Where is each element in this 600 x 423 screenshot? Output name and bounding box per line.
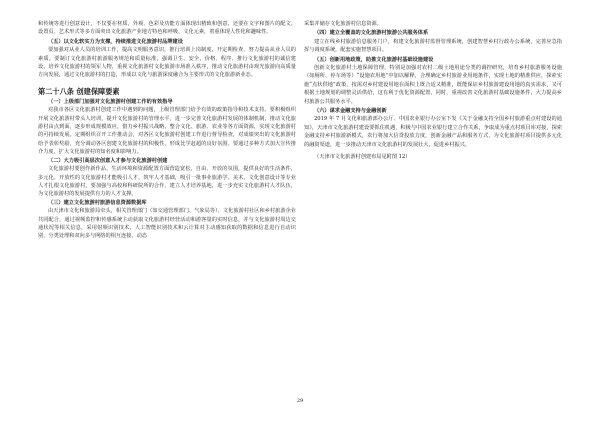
section-heading: （四）建立全覆盖的文化旅游村旅游公共服务体系 — [314, 30, 429, 37]
article-heading: 第二十八条 创建保障要素 — [38, 86, 120, 96]
paragraph: 要加强对从业人员的培训工作，提高文明服务意识，推行培训上岗制度，开定期检查，努力提高从业人员的素质。要制订文化旅游村旅游服务规范和质量标准，强调卫生、安全、价格、程序、推行文化旅游村的诚信建设、培养文化旅游村的领军人物，重视文化旅游村文化旅游市场准入秩序，推动文化旅游村由观光旅游向高质量方向发展，通过文化旅游村的打造，形成以文化与旅游深度融合为主要形式的文化旅游新业态。 — [38, 47, 296, 79]
paragraph: 采集并储存文化旅游村信息资源。 — [304, 21, 382, 27]
paragraph: 文化旅游村要创作新作品、生活环境和资源配置方面营造宽松、自由、开放的氛围，提供良好的生活条件，多元化、开放性的文化旅游村才能吸引人才，筑牢人才基础，吸引一批事业旅游学、美术、文化创意设计等专业人才扎根文化旅游村，要加强与高校和科研院所的合作，建立人才培养基地，进一步充实文化旅游村人才队伍，为文化旅游村的发展提供有力的人才支撑。 — [38, 166, 296, 198]
figure-reference-note: （天津市文化旅游村创建布局见附图 12） — [314, 154, 411, 161]
paragraph: 建立在线乡村旅游信息服务门户，构建文化旅游村监督管理系统，创建智慧乡村行政办公系统，完善应急指挥与调度系统，配套实施智慧项目。 — [304, 38, 562, 54]
right-column — [304, 20, 562, 162]
paragraph: 2019 年 7 月文化和旅游部办公厅、中国农业银行办公室下发《关于金融支持全国乡村旅游重点村建设的通知》，天津市文化旅游村建设要抓住机遇，积极与中国农业银行建立合作关系，争取成为重点村项目库对接，探索金融支持乡村旅游新模式，农行将加大信贷投放力度，创新金融产品和服务方式，为文化旅游村项目提供多元化的融资渠道，进一步推动天津市文化旅游村的发展壮大，促进乡村振兴。 — [304, 116, 562, 148]
paragraph: 由天津市文化和旅游局牵头，相关管理部门（如交通管理部门、气象局等）、文化旅游村社区和乡村旅游企业共同配合，通过视频监控和传感系统主动获取文化旅游村经营活动和游客量的实时信息，并与文化旅游村周边交通状况等相关信息，采用射频识别技术、人工智能识别技术和云计算对主动感知获取的数据和信息进行自动识别、分类处理和双向多与网络的相互连接，动态 — [38, 208, 296, 240]
left-column — [38, 20, 296, 241]
subsection-heading: （二）大力吸引高层次创意人才参与文化旅游村创建 — [48, 157, 168, 164]
subsection-heading: （三）建立文化旅游村旅游信息资源数据库 — [48, 199, 147, 206]
section-heading: （六）谋求金融支持与金融创新 — [314, 108, 387, 115]
section-heading: （五）以文化软实力为支撑，持续推进文化旅游村品牌建设 — [48, 38, 183, 45]
paragraph: 创新文化旅游村土地保障管理，特别是加强对农村二级土地用途分类的调控研究，培育乡村旅游服务设施（如厕所、停车场等）“设施农用地”中加以解释，合理确定乡村旅游业用地条件，实现土地的精准供应，探索实施“点状供地”政策，按需对乡村建设用地在面积上既合适又精准，既能保证乡村旅游建设用地的真实需求，又可根据土地规划的调整灵活供给，这有利于优化资源配置，同时，重视改善文化旅游村基础设施条件，大力提高乡村旅游公共服务水平。 — [304, 65, 562, 105]
page-number: 29 — [296, 398, 304, 404]
paragraph: 和传统等进行创意设计，不仅要在材质、外观、色彩及功能方面体现出精致和创意，还要在文字和图片的配文、设置页、艺术形式等多方面突出文化旅游产业地方特色和呼吸，文化元素，着重体现人性化和趣味性。 — [38, 21, 296, 36]
section-heading: （五）创新用地政策，助推文化旅游村基础设施建设 — [314, 56, 434, 63]
subsection-heading: （一）上级部门加强对文化旅游村创建工作的有效指导 — [48, 98, 173, 105]
paragraph: 对我市各区文化旅游村创建工作中遇到的问题，上级管理部门给予有效的政策指导和技术支持。要积极组织开展文化旅游村带头人培训，提升文化旅游村的管理水平，进一步完善文化旅游村发展的体制机制，推动文化旅游村由点到面，逐步形成规模效应，借力乡村振兴战略，整合文化、旅游、农业等各方面资源，实现文化旅游村的可持续发展。定期组织召开工作推动会，对各区文化旅游村创建工作进行督导检查，对成绩突出的文化旅游村给予表彰奖励，充分调动各区创建文化旅游村的积极性，形成比学赶超的良好氛围。要通过多种方式加大宣传推介力度，扩大文化旅游村的知名度和影响力。 — [38, 107, 296, 156]
